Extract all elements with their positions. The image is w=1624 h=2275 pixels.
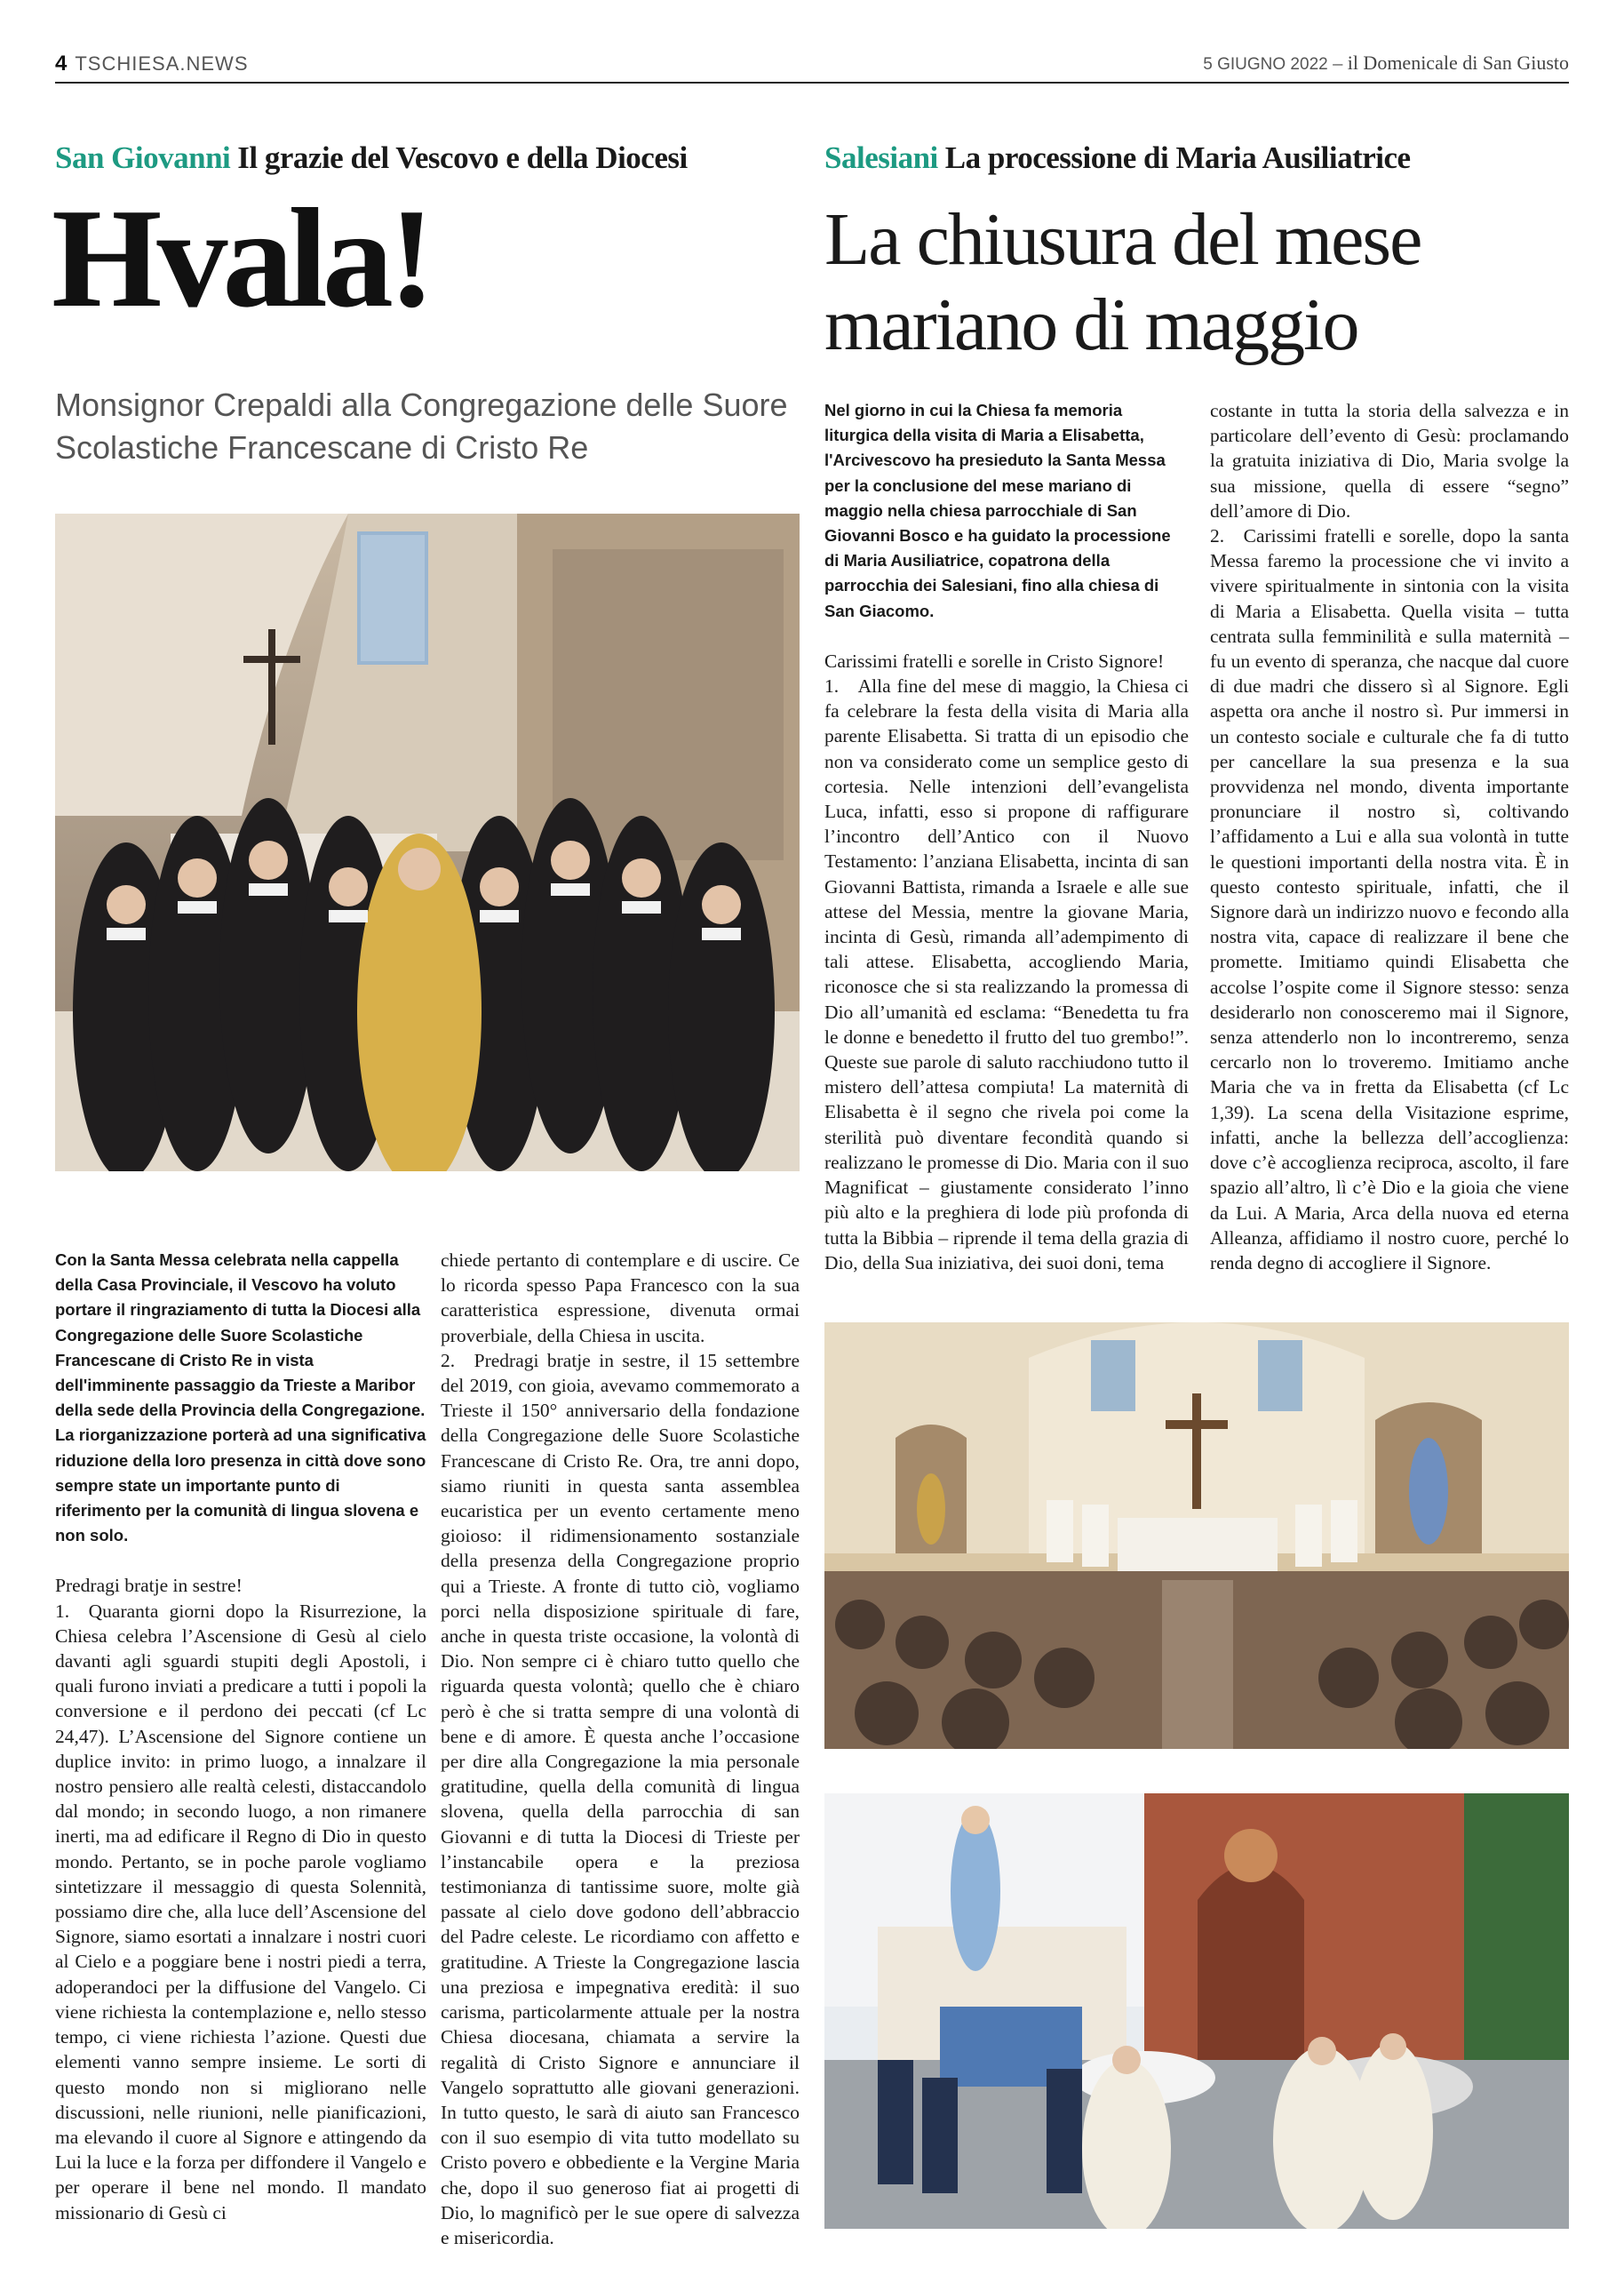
header-right: [1203, 52, 1569, 75]
right-greeting: Carissimi fratelli e sorelle in Cristo Signore!: [824, 650, 1165, 672]
page-header: [55, 48, 1569, 84]
left-body-part-1: 1. Quaranta giorni dopo la Risurrezione, la Chiesa celebra l’Ascensione di Gesù al cielo davanti agli sguardi stupiti degli Apostoli, i quali furono inviati a predicare a tutti i popoli la conversione e il perdono dei peccati (cf Lc 24,47). L’Ascensione del Signore contiene un duplice invito: in primo luogo, a innalzare il nostro pensiero alle realtà celesti, distaccandolo dal mondo; in secondo luogo, a non rimanere inerti, ma ad edificare il Regno di Dio in questo mondo. Pertanto, se in poche parole vogliamo sintetizzare il messaggio di questa Solennità, possiamo dire che, alla luce dell’Ascensione del Signore, siamo esortati a innalzare i nostri cuori al Cielo e a poggiare bene i nostri piedi a terra, adoperandoci per la diffusione del Vangelo. Ci viene richiesta la contemplazione e, nello stesso tempo, ci viene richiesta l’azione. Questi due elementi vanno sempre insieme. Le sorti di questo mondo non si migliorano nelle discussioni, nelle riunioni, nelle pianificazioni, ma elevando il cuore al Signore e attingendo da Lui la luce e la forza per diffondere il Vangelo e per operare il bene nel mondo. Il mandato missionario di Gesù ci: [55, 1600, 426, 2223]
photo-nuns-chapel: [55, 514, 800, 1171]
right-body-part-3: 2. Carissimi fratelli e sorelle, dopo la santa Messa faremo la processione che vi invito a vivere spiritualmente in sintonia con la visita di Maria a Elisabetta. Quella visita – tutta centrata sulla femminilità e sulla maternità – fu un evento di speranza, che nacque dal cuore di due madri che dissero sì al Signore. Egli aspetta ora anche il nostro sì. Pur immersi in un contesto sociale e culturale che fa di tutto per cancellare la sua presenza e la sua provvidenza nel mondo, diventa importante pronunciare il nostro sì, coltivando l’affidamento a Lui e alla sua volontà in tutte le questioni importanti della nostra vita. È in questo contesto spirituale, infatti, che il Signore darà un indirizzo nuovo e fecondo alla nostra vita, capace di realizzare il bene che promette. Imitiamo quindi Elisabetta che accolse l’ospite come il Signore stesso: senza desiderarlo non conosceremo mai il Signore, senza attenderlo non lo incontreremo, senza cercarlo non lo troveremo. Imitiamo anche Maria che va in fretta da Elisabetta (cf Lc 1,39). La scena della Visitazione esprime, infatti, anche la bellezza dell’accoglienza: dove c’è accoglienza reciproca, ascolto, il fare spazio all’altro, lì c’è Dio e la gioia che viene da Lui. A Maria, Arca della nuova ed eterna Alleanza, affidiamo il nostro cuore, perché lo renda degno di accogliere il Signore.: [1210, 525, 1569, 1273]
issue-date: 5 GIUGNO 2022: [1203, 55, 1328, 74]
header-separator: –: [1327, 52, 1348, 74]
header-left: [55, 52, 249, 76]
right-body-part-1: 1. Alla fine del mese di maggio, la Chiesa ci fa celebrare la festa della visita di Maria alla parente Elisabetta. Si tratta di un episodio che non va considerato come un semplice gesto di cortesia. Nelle intenzioni dell’evangelista Luca, infatti, esso si propone di raffigurare l’incontro dell’Antico con il Nuovo Testamento: l’anziana Elisabetta, incinta di san Giovanni Battista, rimanda a Israele e alle sue attese del Messia, mentre la giovane Maria, incinta di Gesù, rimanda all’adempimento di tali attese. Elisabetta, accogliendo Maria, riconosce che si sta realizzando la promessa di Dio all’umanità ed esclama: “Benedetta tu fra le donne e benedetto il frutto del tuo grembo!”. Queste sue parole di saluto racchiudono tutto il mistero dell’attesa compiuta! La maternità di Elisabetta è il segno che rivela poi come la sterilità può diventare fecondità quando si realizzano le promesse di Dio. Maria con il suo Magnificat – giustamente considerato l’inno più alto e la preghiera di lode più profonda di tutta la Bibbia – riprende il tema della grazia di Dio, della Sua iniziativa, dei suoi doni, tema: [824, 675, 1189, 1273]
right-lead: Nel giorno in cui la Chiesa fa memoria liturgica della visita di Maria a Elisabetta, l'Arcivescovo ha presieduto la Santa Messa per la conclusione del mese mariano di maggio nella chiesa parrocchiale di San Giovanni Bosco e ha guidato la processione di Maria Ausiliatrice, copatrona della parrocchia dei Salesiani, fino alla chiesa di San Giacomo.: [824, 401, 1171, 620]
right-kicker: [824, 140, 1411, 176]
left-subtitle: Monsignor Crepaldi alla Congregazione delle Suore Scolastiche Francescane di Cristo Re: [55, 387, 788, 466]
left-kicker-text: Il grazie del Vescovo e della Diocesi: [237, 140, 688, 175]
left-body-part-2: chiede pertanto di contemplare e di uscire. Ce lo ricorda spesso Papa Francesco con la sua caratteristica espressione, divenuta ormai proverbiale, della Chiesa in uscita.: [441, 1249, 800, 1346]
right-article-column-1: [824, 398, 1189, 1275]
right-kicker-text: La processione di Maria Ausiliatrice: [944, 140, 1411, 175]
left-kicker: [55, 140, 688, 176]
right-section-label: Salesiani: [824, 140, 938, 175]
photo-procession: [824, 1793, 1569, 2229]
right-headline: La chiusura del mese mariano di maggio: [824, 198, 1421, 366]
page-number: 4: [55, 52, 68, 76]
left-greeting: Predragi bratje in sestre!: [55, 1575, 243, 1597]
right-body-part-2: costante in tutta la storia della salvezza e in particolare dell’evento di Gesù: proclamando la gratuita iniziativa di Dio, Maria svolge la sua missione, quella di essere “segno” dell’amore di Dio.: [1210, 400, 1569, 522]
publication-name: il Domenicale di San Giusto: [1347, 52, 1569, 74]
left-lead: Con la Santa Messa celebrata nella cappella della Casa Provinciale, il Vescovo ha voluto portare il ringraziamento di tutta la Diocesi alla Congregazione delle Suore Scolastiche Francescane di Cristo Re in vista dell'imminente passaggio da Trieste a Maribor della sede della Provincia della Congregazione. La riorganizzazione porterà ad una significativa riduzione della loro presenza in città dove sono sempre state un importante punto di riferimento per la comunità di lingua slovena e non solo.: [55, 1250, 426, 1545]
site-name: TSCHIESA.NEWS: [75, 52, 249, 75]
left-article-column-2: [441, 1248, 800, 2250]
left-section-label: San Giovanni: [55, 140, 231, 175]
photo-church-interior: [824, 1322, 1569, 1749]
left-body-part-3: 2. Predragi bratje in sestre, il 15 settembre del 2019, con gioia, avevamo commemorato a Trieste il 150° anniversario della fondazione della Congregazione delle Suore Scolastiche Francescane di Cristo Re. Ora, tre anni dopo, siamo riuniti in questa santa assemblea eucaristica per un evento certamente meno gioioso: il ridimensionamento sostanziale della presenza della Congregazione proprio qui a Trieste. A fronte di tutto ciò, vogliamo porci nella disposizione spirituale di fare, anche in questa triste occasione, la volontà di Dio. Non sempre ci è chiaro tutto quello che riguarda questa volontà; quello che è chiaro però è che si tratta sempre di una volontà di bene e di amore. È questa anche l’occasione per dire alla Congregazione la mia personale gratitudine, quella della comunità di lingua slovena, quella della parrocchia di san Giovanni e di tutta la Diocesi di Trieste per l’instancabile opera e la preziosa testimonianza di tantissime suore, molte già passate al cielo dove godono dell’abbraccio del Padre celeste. Le ricordiamo con affetto e gratitudine. A Trieste la Congregazione lascia una preziosa e impegnativa eredità: il suo carisma, particolarmente attuale per la nostra Chiesa diocesana, chiamata a servire la regalità di Cristo Signore e annunciare il Vangelo soprattutto alle giovani generazioni. In tutto questo, le sarà di aiuto san Francesco con il suo esempio di vita tutto modellato su Cristo povero e obbediente e la Vergine Maria che, dopo il suo generoso fiat ai progetti di Dio, lo magnificò per le sue opere di salvezza e misericordia.: [441, 1349, 800, 2248]
left-article-column-1: [55, 1248, 426, 2225]
left-headline: Hvala!: [52, 179, 431, 337]
right-article-column-2: [1210, 398, 1569, 1275]
